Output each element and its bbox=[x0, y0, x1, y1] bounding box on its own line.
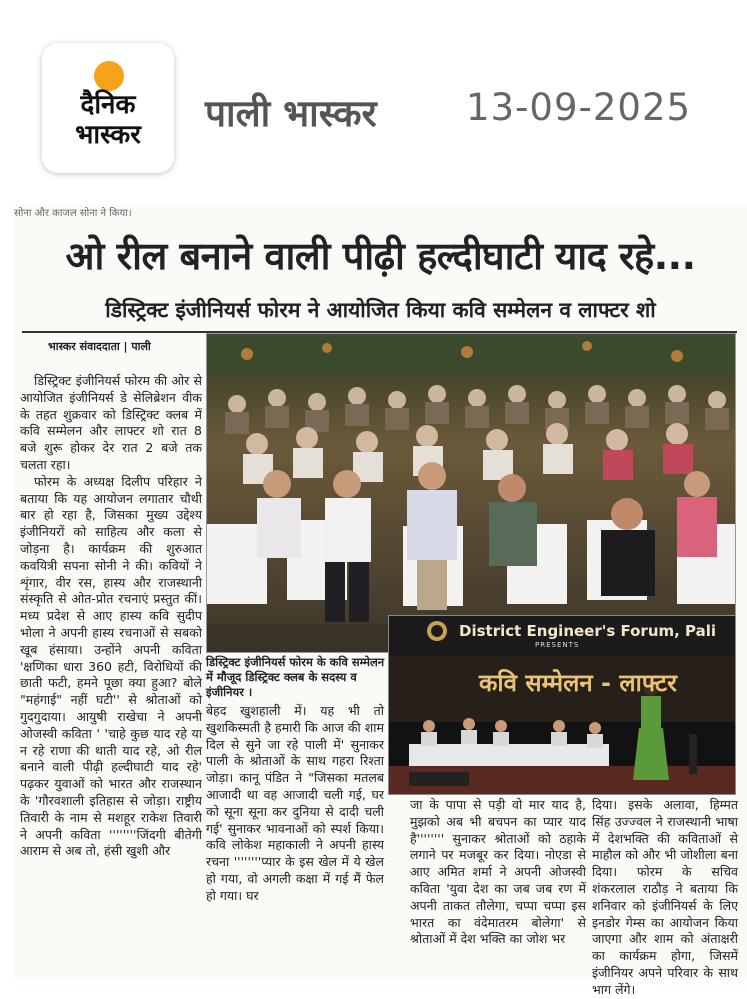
newspaper-clipping bbox=[14, 205, 747, 997]
stage-banner-text: कवि सम्मेलन - लाफ्टर bbox=[479, 669, 677, 697]
paragraph: दिया। इसके अलावा, हिम्मत सिंह उज्ज्वल ने राजस्थानी भाषा में देशभक्ति की कविताओं से माहौल को और भी जोशीला बना दिया। फोरम के सचिव शंकरलाल राठौड़ ने बताया कि शनिवार को इंजीनियर्स के लिए इनडोर गेम्स का आयोजन किया जाएगा और शाम को अंताक्षरी का कार्यक्रम होगा, जिसमें इंजीनियर अपने परिवार के साथ भाग लेंगे। bbox=[592, 797, 738, 997]
edition-title: पाली भास्कर bbox=[205, 92, 377, 135]
stage-photo bbox=[388, 615, 736, 795]
article-subheadline: डिस्ट्रिक्ट इंजीनियर्स फोरम ने आयोजित किया कवि सम्मेलन व लाफ्टर शो bbox=[105, 298, 656, 322]
audience-photo bbox=[206, 333, 736, 653]
article-column-4 bbox=[592, 797, 738, 997]
dainik-bhaskar-logo bbox=[42, 43, 174, 173]
paragraph: फोरम के अध्यक्ष दिलीप परिहार ने बताया कि यह आयोजन लगातार चौथी बार हो रहा है, जिसका मुख्य उद्देश्य इंजीनियरों को साहित्य और कला से जोड़ना है। कार्यक्रम की शुरुआत कवयित्री सपना सोनी ने की। कवियों ने शृंगार, वीर रस, हास्य और राजस्थानी संस्कृति से ओत-प्रोत रचनाएं प्रस्तुत कीं। मध्य प्रदेश से आए हास्य कवि सुदीप भोला ने अपनी हास्य रचनाओं से सबको खूब हंसाया। उन्होंने अपनी कविता 'क्षणिका धारा 360 हटी, विरोधियों की छाती फटी, हमने पूछा क्या हुआ? बोले "महंगाई" नहीं घटी'' से श्रोताओं को गुदगुदाया। आयुषी राखेचा ने अपनी ओजस्वी कविता ' 'चाहे कुछ याद रहे या न रहे राणा की थाती याद रहे, ओ रील बनाने वाली पीढ़ी हल्दीघाटी याद रहे' पढ़कर युवाओं को भारत और राजस्थान के 'गौरवशाली इतिहास से जोड़ा। राष्ट्रीय तिवारी के नाम से मशहूर राकेश तिवारी ने अपनी कविता ''''''''जिंदगी बीतेगी आराम से अब तो, हंसी खुशी और bbox=[20, 473, 202, 859]
sun-icon bbox=[94, 61, 124, 91]
stage-banner-presents: PRESENTS bbox=[535, 641, 580, 649]
article-column-2 bbox=[206, 703, 384, 979]
edition-date: 13-09-2025 bbox=[466, 86, 692, 129]
paragraph: डिस्ट्रिक्ट इंजीनियर्स फोरम की ओर से आयोजित इंजीनियर्स डे सेलिब्रेशन वीक के तहत शुक्रवार को डिस्ट्रिक्ट क्लब में कवि सम्मेलन और लाफ्टर शो रात 8 बजे शुरू होकर देर रात 2 बजे तक चलता रहा। bbox=[20, 373, 202, 472]
logo-text-line2: भास्कर bbox=[75, 120, 141, 150]
article-headline: ओ रील बनाने वाली पीढ़ी हल्दीघाटी याद रहे... bbox=[65, 234, 696, 278]
paragraph: बेहद खुशहाली में। यह भी तो खुशकिस्मती है हमारी कि आज की शाम दिल से सुने जा रहे पाली में' सुनाकर पाली के श्रोताओं के साथ गहरा रिश्ता जोड़ा। कानू पंडित ने "जिसका मतलब आजादी था वह आजादी चली गई, घर को सूना सूना कर दुनिया से दादी चली गई' सुनाकर भावनाओं को स्पर्श किया। कवि लोकेश महाकाली ने अपनी हास्य रचना ''''''''प्यार के इस खेल में ये खेल हो गया, वो अगली कक्षा में गई मैं फेल हो गया। घर bbox=[206, 703, 384, 903]
stage-banner-title: District Engineer's Forum, Pali bbox=[459, 622, 717, 640]
previous-article-strip: सोना और काजल सोना ने किया। bbox=[14, 208, 132, 219]
article-column-1 bbox=[20, 373, 202, 979]
byline: भास्कर संवाददाता | पाली bbox=[48, 340, 151, 353]
photo-caption: डिस्ट्रिक्ट इंजीनियर्स फोरम के कवि सम्मेलन में मौजूद डिस्ट्रिक्ट क्लब के सदस्य व इंजीनियर । bbox=[206, 655, 385, 699]
article-column-3 bbox=[410, 797, 586, 979]
paragraph: जा के पापा से पड़ी वो मार याद है, मुझको अब भी बचपन का प्यार याद है'''''''' सुनाकर श्रोताओं को ठहाके लगाने पर मजबूर कर दिया। नोएडा से आए अमित शर्मा ने अपनी ओजस्वी कविता 'युवा देश का जब जब रण में अपनी ताकत तौलेगा, चप्पा चप्पा इस भारत का वंदेमातरम बोलेगा' से श्रोताओं में देश भक्ति का जोश भर bbox=[410, 797, 586, 947]
logo-text-line1: दैनिक bbox=[80, 90, 136, 120]
